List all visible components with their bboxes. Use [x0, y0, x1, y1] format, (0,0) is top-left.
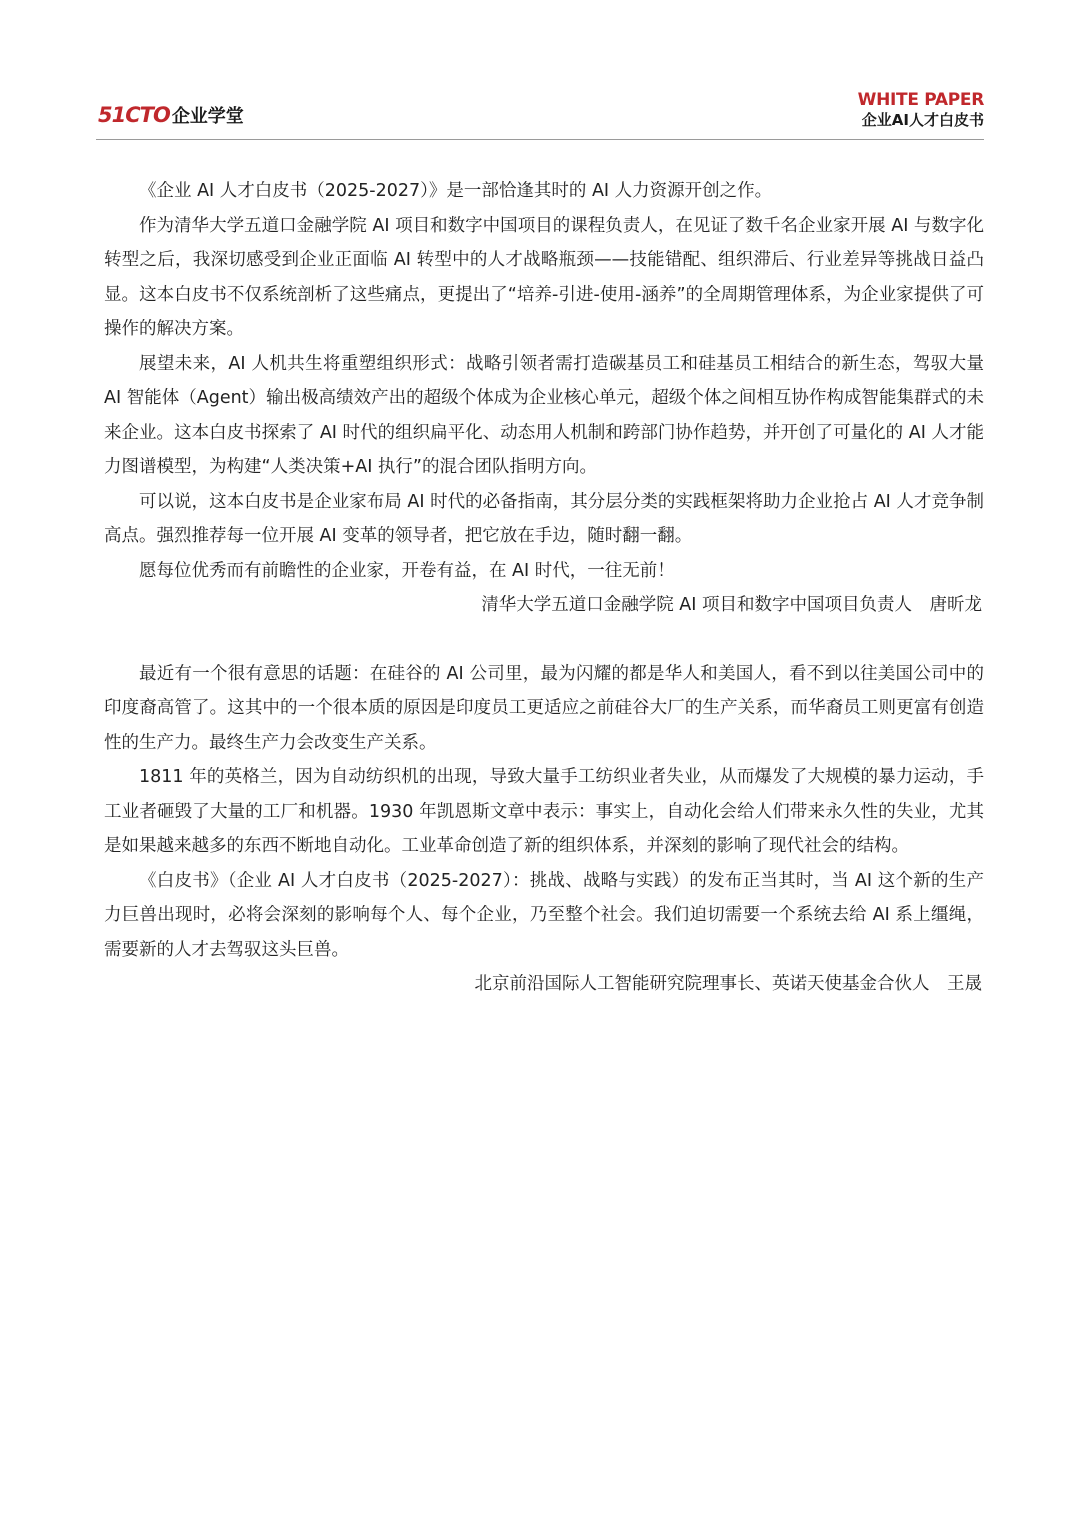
brand-logo-number: 51CTO: [98, 103, 170, 127]
brand-logo: [98, 102, 244, 128]
paragraph: 《白皮书》（企业 AI 人才白皮书（2025-2027）：挑战、战略与实践）的发布正当其时，当 AI 这个新的生产力巨兽出现时，必将会深刻的影响每个人、每个企业，乃至整个社会。我们迫切需要一个系统去给 AI 系上缰绳，需要新的人才去驾驭这头巨兽。: [104, 870, 984, 960]
white-paper-label: WHITE PAPER: [857, 90, 984, 110]
endorsement-2: [104, 657, 984, 1002]
paragraph: 可以说，这本白皮书是企业家布局 AI 时代的必备指南，其分层分类的实践框架将助力企业抢占 AI 人才竞争制高点。强烈推荐每一位开展 AI 变革的领导者，把它放在手边，随时翻一翻。: [104, 491, 984, 546]
page-header: [96, 88, 984, 140]
paragraph: 最近有一个很有意思的话题：在硅谷的 AI 公司里，最为闪耀的都是华人和美国人，看不到以往美国公司中的印度裔高管了。这其中的一个很本质的原因是印度员工更适应之前硅谷大厂的生产关系，而华裔员工则更富有创造性的生产力。最终生产力会改变生产关系。: [104, 663, 984, 753]
signature: 北京前沿国际人工智能研究院理事长、英诺天使基金合伙人 王晟: [474, 974, 982, 994]
white-paper-mark: [858, 90, 984, 130]
signature: 清华大学五道口金融学院 AI 项目和数字中国项目负责人 唐昕龙: [481, 595, 982, 615]
brand-logo-name: 企业学堂: [171, 106, 244, 127]
section-gap: [104, 623, 984, 657]
paragraph: 展望未来，AI 人机共生将重塑组织形式：战略引领者需打造碳基员工和硅基员工相结合的新生态，驾驭大量 AI 智能体（Agent）输出极高绩效产出的超级个体成为企业核心单元，超级个体之间相互协作构成智能集群式的未来企业。这本白皮书探索了 AI 时代的组织扁平化、动态用人机制和跨部门协作趋势，并开创了可量化的 AI 人才能力图谱模型，为构建“人类决策+AI 执行”的混合团队指明方向。: [104, 353, 984, 477]
page-content: [104, 174, 984, 1002]
header-divider: [96, 139, 984, 140]
paragraph: 作为清华大学五道口金融学院 AI 项目和数字中国项目的课程负责人，在见证了数千名企业家开展 AI 与数字化转型之后，我深切感受到企业正面临 AI 转型中的人才战略瓶颈——技能错配、组织滞后、行业差异等挑战日益凸显。这本白皮书不仅系统剖析了这些痛点，更提出了“培养-引进-使用-涵养”的全周期管理体系，为企业家提供了可操作的解决方案。: [104, 215, 984, 339]
endorsement-1: [104, 174, 984, 623]
paragraph: 《企业 AI 人才白皮书（2025-2027）》是一部恰逢其时的 AI 人力资源开创之作。: [139, 181, 773, 201]
paragraph: 愿每位优秀而有前瞻性的企业家，开卷有益，在 AI 时代，一往无前！: [139, 560, 675, 581]
white-paper-subtitle: 企业AI人才白皮书: [861, 111, 984, 129]
paragraph: 1811 年的英格兰，因为自动纺织机的出现，导致大量手工纺织业者失业，从而爆发了大规模的暴力运动，手工业者砸毁了大量的工厂和机器。1930 年凯恩斯文章中表示：事实上，自动化会给人们带来永久性的失业，尤其是如果越来越多的东西不断地自动化。工业革命创造了新的组织体系，并深刻的影响了现代社会的结构。: [104, 767, 984, 856]
